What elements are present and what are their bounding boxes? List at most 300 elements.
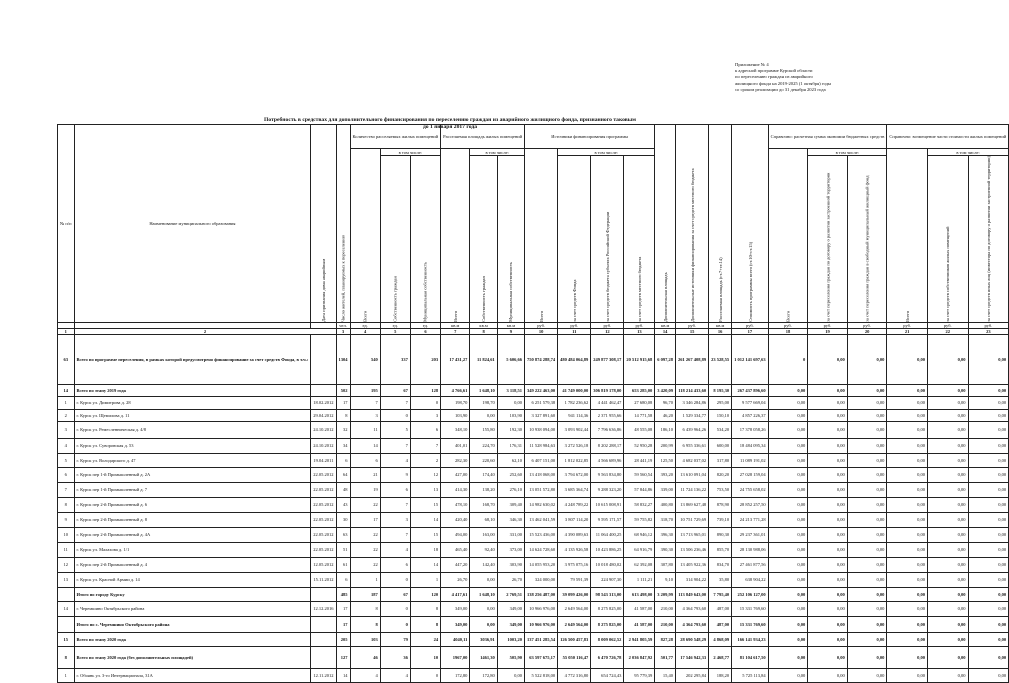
row-value: 5 606,66 <box>497 334 524 384</box>
row-number: 1 <box>58 396 75 409</box>
row-value: 19 <box>350 482 380 497</box>
header-sources-incl: в том числе: <box>558 149 655 156</box>
row-value: 600,00 <box>709 438 732 453</box>
column-number: 2 <box>74 328 336 334</box>
row-value: 318,70 <box>655 512 676 527</box>
row-value: 0,00 <box>887 646 928 668</box>
row-value: 1461,30 <box>470 646 497 668</box>
row-value: 41 587,00 <box>624 601 655 616</box>
row-value: 890,30 <box>709 527 732 542</box>
row-value: 0,00 <box>808 334 848 384</box>
row-name: г. Курск ул. Суворовская д. 53 <box>74 438 311 453</box>
row-value: 534,20 <box>709 421 732 438</box>
row-value: 0,00 <box>847 453 887 467</box>
row-value: 0,00 <box>927 572 968 587</box>
row-value: 172,80 <box>470 668 497 682</box>
row-value: 3 346 284,86 <box>676 396 709 409</box>
row-value: 28 441,19 <box>624 453 655 467</box>
row-value: 0,00 <box>808 646 848 668</box>
row-number <box>58 587 75 601</box>
row-value: 303,90 <box>497 557 524 572</box>
row-value: 0,00 <box>887 557 928 572</box>
row-value: 4 868,09 <box>709 632 732 646</box>
row-name: г. Курск пер 2-й Промышленный д. 8 <box>74 512 311 527</box>
row-value: 0,00 <box>927 482 968 497</box>
row-value: 0,00 <box>768 542 808 557</box>
row-value: 0,00 <box>968 396 1009 409</box>
row-value: 14 624 728,60 <box>525 542 558 557</box>
row-value: 20 512 915,68 <box>624 334 655 384</box>
header-src-fund: за счет средств Фонда <box>558 156 591 323</box>
row-value: 41 749 000,00 <box>558 384 591 396</box>
row-value: 480 484 064,89 <box>558 334 591 384</box>
row-value: 0,00 <box>887 334 928 384</box>
table-row <box>58 467 1009 482</box>
column-number: 19 <box>808 328 848 334</box>
row-value: 0,00 <box>887 396 928 409</box>
row-value: 0,00 <box>808 527 848 542</box>
header-sources-total: Всего <box>525 149 558 323</box>
row-name: Всего по этапу 2019 года <box>74 384 311 396</box>
row-value: 317,80 <box>709 453 732 467</box>
column-number: 13 <box>624 328 655 334</box>
row-value: 0,00 <box>968 557 1009 572</box>
header-resettle-area: Расселяемая площадь (ст.7+ст.14) <box>709 125 732 323</box>
row-value: 10 751 729,69 <box>676 512 709 527</box>
row-value: 0,00 <box>927 542 968 557</box>
row-value: 348,10 <box>441 421 470 438</box>
row-value: 3 <box>410 409 440 421</box>
row-value: 9 595 171,57 <box>591 512 624 527</box>
row-value: 200,99 <box>655 438 676 453</box>
column-number: 3 <box>336 328 350 334</box>
row-value: 5 522 818,00 <box>525 668 558 682</box>
row-value: 331,00 <box>497 527 524 542</box>
row-value: 55 050 116,47 <box>558 646 591 668</box>
table-row <box>58 572 1009 587</box>
row-name: г. Черемшино Октябрьского района <box>74 601 311 616</box>
row-value: 0,00 <box>887 527 928 542</box>
row-value: 0,00 <box>968 334 1009 384</box>
column-number: 12 <box>591 328 624 334</box>
row-value: 0,00 <box>808 572 848 587</box>
row-number: 11 <box>58 542 75 557</box>
row-value: 6 <box>336 572 350 587</box>
row-value: 1 <box>350 572 380 587</box>
row-value: 337 <box>380 334 410 384</box>
row-value: 941 114,36 <box>558 409 591 421</box>
row-value: 176,31 <box>497 438 524 453</box>
row-value: 13 418 068,00 <box>525 467 558 482</box>
row-value: 0,00 <box>968 497 1009 512</box>
row-value: 252,60 <box>497 467 524 482</box>
row-date: 19.04.2011 <box>311 453 336 467</box>
row-value: 43 <box>336 497 350 512</box>
row-value: 0,00 <box>847 334 887 384</box>
row-value: 4 <box>380 453 410 467</box>
row-value: 0,00 <box>808 384 848 396</box>
row-value: 487,00 <box>709 616 732 632</box>
row-value: 2 036 847,92 <box>624 646 655 668</box>
row-value: 0,00 <box>847 632 887 646</box>
row-value: 10 018 480,02 <box>591 557 624 572</box>
row-value: 17 <box>336 616 350 632</box>
row-value: 0,00 <box>927 497 968 512</box>
column-number: 14 <box>655 328 676 334</box>
row-number: 3 <box>58 421 75 438</box>
row-value: 11 824,61 <box>470 334 497 384</box>
row-value: 0,00 <box>808 482 848 497</box>
row-value: 295,00 <box>709 396 732 409</box>
row-value: 3 975 075,16 <box>558 557 591 572</box>
row-value: 27 680,08 <box>624 396 655 409</box>
subtitle-line: до 1 января 2017 года <box>422 124 478 130</box>
header-comp-incl: в том числе: <box>927 149 1008 156</box>
row-value: 48 <box>336 482 350 497</box>
row-value: 0,00 <box>470 572 497 587</box>
row-value: 346,30 <box>497 512 524 527</box>
row-value: 11 724 136,22 <box>676 482 709 497</box>
row-value: 1003,20 <box>497 632 524 646</box>
row-value: 0,00 <box>887 632 928 646</box>
row-value: 6 955 336,61 <box>676 438 709 453</box>
row-value: 0,00 <box>847 601 887 616</box>
table-row <box>58 632 1009 646</box>
row-value: 0,00 <box>887 572 928 587</box>
row-value: 0,00 <box>887 542 928 557</box>
unit-cell: кв.м <box>470 322 497 328</box>
row-value: 98 543 313,00 <box>591 587 624 601</box>
row-value: 0,00 <box>968 616 1009 632</box>
row-number: 2 <box>58 409 75 421</box>
row-date: 22.05.2012 <box>311 497 336 512</box>
row-date: 15.11.2012 <box>311 572 336 587</box>
row-value: 0,00 <box>768 467 808 482</box>
row-value: 2 941 805,59 <box>624 632 655 646</box>
row-value: 166 141 934,23 <box>732 632 769 646</box>
row-value: 0,00 <box>768 557 808 572</box>
row-value: 739,10 <box>709 512 732 527</box>
row-value: 0,00 <box>887 467 928 482</box>
header-budget-free-fund: за счет переселения граждан в свободный муниципальный жилищный фонд <box>847 156 887 323</box>
appendix-line: Приложение № 4 <box>735 62 769 67</box>
row-value: 4 682 037,02 <box>676 453 709 467</box>
row-number: 12 <box>58 557 75 572</box>
row-value: 282,30 <box>441 453 470 467</box>
unit-cell: ед. <box>380 322 410 328</box>
row-value: 753,50 <box>709 482 732 497</box>
row-value: 8 <box>410 616 440 632</box>
row-value: 4 566 689,96 <box>591 453 624 467</box>
row-value: 0,00 <box>808 587 848 601</box>
row-name: г. Курск ул. Щемилова д. 11 <box>74 409 311 421</box>
row-value: 0,00 <box>968 384 1009 396</box>
table-row <box>58 587 1009 601</box>
header-area-total: Всего <box>441 149 470 323</box>
row-value: 0,00 <box>847 409 887 421</box>
row-value: 654 724,43 <box>591 668 624 682</box>
row-value: 142,40 <box>470 557 497 572</box>
row-value: 68 946,12 <box>624 527 655 542</box>
row-value: 24 755 658,02 <box>732 482 769 497</box>
row-value: 22 <box>350 542 380 557</box>
row-value: 0,00 <box>847 384 887 396</box>
row-value: 4 <box>380 668 410 682</box>
row-value: 3 093 902,44 <box>558 421 591 438</box>
row-value: 11 528 984,63 <box>525 438 558 453</box>
row-value: 252 106 127,00 <box>732 587 769 601</box>
row-value: 2 371 955,66 <box>591 409 624 421</box>
row-value: 653 285,00 <box>624 384 655 396</box>
row-date: 29.04.2012 <box>311 409 336 421</box>
row-value: 0,00 <box>927 616 968 632</box>
row-value: 0 <box>380 572 410 587</box>
row-value: 6 251 579,38 <box>525 396 558 409</box>
unit-cell: руб. <box>558 322 591 328</box>
row-value: 0,00 <box>927 334 968 384</box>
row-value: 14 <box>410 557 440 572</box>
row-value: 8 275 825,00 <box>591 616 624 632</box>
row-value: 24 213 771,28 <box>732 512 769 527</box>
row-value: 4 135 926,58 <box>558 542 591 557</box>
row-value: 8 202 288,17 <box>591 438 624 453</box>
row-value: 349,00 <box>441 601 470 616</box>
column-number: 1 <box>58 328 75 334</box>
row-value: 0 <box>380 616 410 632</box>
row-value: 0,00 <box>768 632 808 646</box>
row-value: 8 275 825,00 <box>591 601 624 616</box>
row-value: 2 769,51 <box>497 587 524 601</box>
row-value: 64 916,79 <box>624 542 655 557</box>
row-value: 349,00 <box>497 601 524 616</box>
row-value: 2 <box>410 453 440 467</box>
row-value: 613 498,00 <box>624 587 655 601</box>
row-value: 0,00 <box>808 453 848 467</box>
row-value: 0,00 <box>927 467 968 482</box>
row-value: 0,00 <box>768 482 808 497</box>
unit-cell: кв.м <box>709 322 732 328</box>
row-name: Всего по программе переселения, в рамках которой предусмотрено финансирование за счет средств Фонда, в т.ч.: <box>74 334 311 384</box>
row-value: 0,00 <box>968 453 1009 467</box>
row-value: 0,00 <box>808 409 848 421</box>
row-value: 18 <box>410 542 440 557</box>
header-src-subject: за счет средств бюджета субъекта Российской Федерации <box>591 156 624 323</box>
column-number: 4 <box>350 328 380 334</box>
row-value: 6 470 726,78 <box>591 646 624 668</box>
row-value: 39 099 426,00 <box>558 587 591 601</box>
row-number: 14 <box>58 384 75 396</box>
row-value: 0,00 <box>847 572 887 587</box>
row-value: 0,00 <box>927 512 968 527</box>
row-value: 13 713 965,01 <box>676 527 709 542</box>
row-value: 202 295,84 <box>676 668 709 682</box>
row-value: 14 <box>350 438 380 453</box>
row-value: 137 451 285,54 <box>525 632 558 646</box>
row-value: 3 118,51 <box>497 384 524 396</box>
row-value: 26,70 <box>497 572 524 587</box>
row-date <box>311 587 336 601</box>
table-body <box>58 334 1009 682</box>
row-value: 0,00 <box>968 572 1009 587</box>
row-value: 103 <box>350 632 380 646</box>
row-value: 400,80 <box>655 497 676 512</box>
row-value: 349,00 <box>441 616 470 632</box>
row-value: 3036,91 <box>470 632 497 646</box>
row-value: 306 819 178,00 <box>591 384 624 396</box>
row-value: 10 966 976,00 <box>525 601 558 616</box>
row-value: 11 089 191,02 <box>732 453 769 467</box>
row-date <box>311 384 336 396</box>
row-value: 81 104 617,50 <box>732 646 769 668</box>
row-value: 14 982 630,02 <box>525 497 558 512</box>
header-comp-investors: за счет средств иных лиц (инвестора по договору о развитии застроенной территории) <box>968 156 1009 323</box>
row-value: 0,00 <box>968 632 1009 646</box>
row-value: 22 <box>350 527 380 542</box>
row-value: 2 468,77 <box>709 646 732 668</box>
row-value: 0,00 <box>808 557 848 572</box>
header-municipality: Наименование муниципального образования <box>74 125 311 323</box>
header-comp-owners: за счет средств собственников жилых помещений <box>927 156 968 323</box>
header-area: Расселяемая площадь жилых помещений <box>441 125 525 149</box>
row-value: 0,00 <box>808 438 848 453</box>
row-value: 0,00 <box>887 409 928 421</box>
column-number: 11 <box>558 328 591 334</box>
row-value: 13 610 091,04 <box>676 467 709 482</box>
header-rooms: Количество расселяемых жилых помещений <box>350 125 441 149</box>
column-number: 20 <box>847 328 887 334</box>
row-value: 0,00 <box>887 453 928 467</box>
row-value: 373,00 <box>497 542 524 557</box>
row-value: 0,00 <box>887 616 928 632</box>
row-value: 0,00 <box>768 438 808 453</box>
row-value: 205 <box>336 632 350 646</box>
row-number: 6 <box>58 467 75 482</box>
column-number: 16 <box>709 328 732 334</box>
data-table <box>57 124 1009 683</box>
row-value: 8 <box>350 616 380 632</box>
row-value: 63 <box>336 527 350 542</box>
header-date: Дата признания дома аварийным <box>311 125 336 323</box>
row-value: 0,00 <box>927 421 968 438</box>
row-value: 0,00 <box>847 512 887 527</box>
row-value: 4 364 793,60 <box>676 616 709 632</box>
row-value: 7 <box>380 527 410 542</box>
row-value: 0,00 <box>470 409 497 421</box>
row-value: 210,00 <box>655 616 676 632</box>
row-value: 3 <box>350 409 380 421</box>
row-value: 0,00 <box>968 409 1009 421</box>
row-name: Итого по городу Курску <box>74 587 311 601</box>
row-value: 103,90 <box>441 409 470 421</box>
row-value: 195 <box>350 384 380 396</box>
row-value: 1967,00 <box>441 646 470 668</box>
row-date: 22.05.2012 <box>311 527 336 542</box>
row-value: 0,00 <box>968 421 1009 438</box>
row-value: 485 <box>336 587 350 601</box>
row-value: 7 <box>410 438 440 453</box>
row-name: г. Курск пер 2-й Промышленный д. 6 <box>74 497 311 512</box>
row-value: 118 214 433,60 <box>676 384 709 396</box>
row-value: 9 563 834,80 <box>591 467 624 482</box>
row-value: 6 439 964,26 <box>676 421 709 438</box>
header-budget-incl: в том числе: <box>808 149 887 156</box>
row-value: 79 <box>380 632 410 646</box>
row-value: 349 222 463,00 <box>525 384 558 396</box>
header-sources: Источники финансирования программы <box>525 125 655 149</box>
row-value: 18 484 095,34 <box>732 438 769 453</box>
row-value: 1 529 334,77 <box>676 409 709 421</box>
appendix-block <box>735 62 895 93</box>
row-value: 465,40 <box>441 542 470 557</box>
row-value: 15 331 769,60 <box>732 616 769 632</box>
row-value: 35,80 <box>709 572 732 587</box>
row-value: 396,30 <box>655 527 676 542</box>
header-extra-area: Дополнительная площадь <box>655 125 676 323</box>
row-value: 79 591,39 <box>558 572 591 587</box>
row-value: 27 461 877,56 <box>732 557 769 572</box>
row-name: г. Курск ул. Володарского д. 47 <box>74 453 311 467</box>
row-value: 7 <box>380 396 410 409</box>
row-value: 188,20 <box>709 668 732 682</box>
row-value: 0,00 <box>968 646 1009 668</box>
row-value: 63 597 675,17 <box>525 646 558 668</box>
row-value: 224 907,30 <box>591 572 624 587</box>
row-value: 15,40 <box>655 668 676 682</box>
unit-cell: кв.м <box>441 322 470 328</box>
row-value: 6 <box>380 482 410 497</box>
row-value: 3 685 364,74 <box>558 482 591 497</box>
row-value: 0,00 <box>847 587 887 601</box>
row-value: 12 <box>410 467 440 482</box>
row-value: 15 <box>410 527 440 542</box>
row-value: 7 <box>380 497 410 512</box>
row-value: 127 <box>336 646 350 668</box>
header-rooms-citizens: Собственность граждан <box>380 156 410 323</box>
row-value: 0,00 <box>927 527 968 542</box>
row-value: 0,00 <box>887 668 928 682</box>
row-value: 15 523 436,00 <box>525 527 558 542</box>
row-value: 6 407 151,00 <box>525 453 558 467</box>
row-value: 220,60 <box>470 453 497 467</box>
row-value: 0,00 <box>847 557 887 572</box>
row-value: 9 <box>380 467 410 482</box>
row-value: 59 755,82 <box>624 512 655 527</box>
row-value: 0,00 <box>768 497 808 512</box>
row-value: 14 <box>410 512 440 527</box>
table-row <box>58 409 1009 421</box>
row-value: 0,00 <box>887 587 928 601</box>
row-number: 8 <box>58 497 75 512</box>
row-value: 9 577 669,04 <box>732 396 769 409</box>
table-row <box>58 542 1009 557</box>
table-row <box>58 421 1009 438</box>
row-value: 2 649 564,00 <box>558 616 591 632</box>
row-value: 125,50 <box>655 453 676 467</box>
row-date: 22.05.2012 <box>311 467 336 482</box>
row-value: 17 <box>336 396 350 409</box>
row-value: 11 <box>350 421 380 438</box>
row-value: 62,10 <box>497 453 524 467</box>
row-value: 186,10 <box>655 421 676 438</box>
row-value: 3 794 672,00 <box>558 467 591 482</box>
row-value: 8 <box>350 601 380 616</box>
row-value: 15 <box>410 497 440 512</box>
row-value: 0,00 <box>968 438 1009 453</box>
row-value: 0,00 <box>847 396 887 409</box>
row-value: 6 <box>380 557 410 572</box>
row-name: г. Курск пер 2-й Промышленный д. 4 <box>74 557 311 572</box>
row-value: 1 012 141 697,63 <box>732 334 769 384</box>
